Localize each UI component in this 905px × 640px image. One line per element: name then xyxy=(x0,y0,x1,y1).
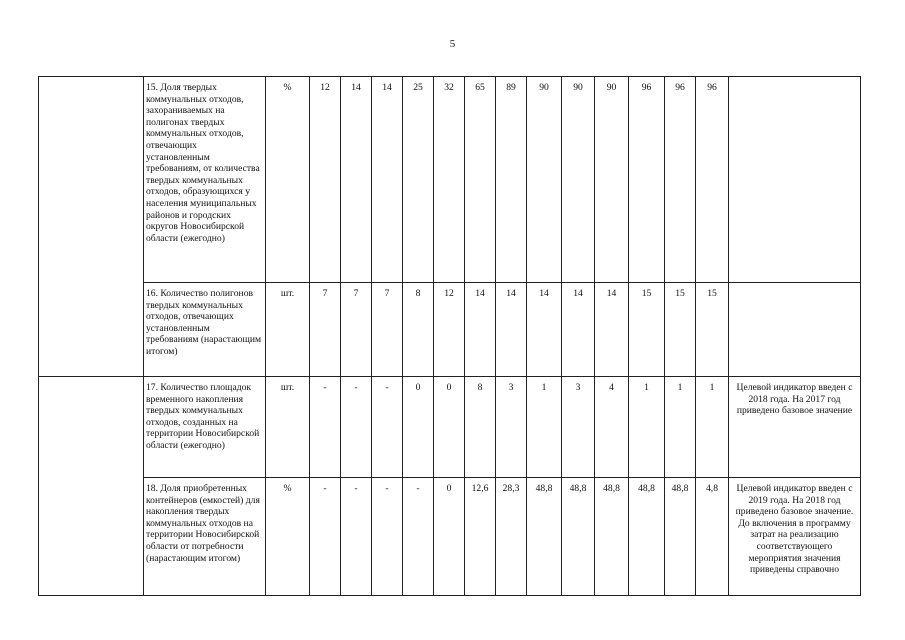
value-cell: 14 xyxy=(496,283,527,377)
indicators-body xyxy=(39,77,861,596)
indicator-note xyxy=(729,283,861,377)
value-cell: - xyxy=(341,377,372,478)
value-cell: 14 xyxy=(465,283,496,377)
value-cell: 65 xyxy=(465,77,496,283)
value-cell: 48,8 xyxy=(595,478,629,596)
value-cell: 14 xyxy=(372,77,403,283)
table-row xyxy=(39,77,861,283)
value-cell: 25 xyxy=(403,77,434,283)
indicator-unit: шт. xyxy=(266,377,310,478)
group-cell xyxy=(39,377,144,596)
value-cell: 3 xyxy=(562,377,595,478)
value-cell: 12,6 xyxy=(465,478,496,596)
value-cell: - xyxy=(372,478,403,596)
indicator-name: 17. Количество площадок временного накопления твердых коммунальных отходов, созданных на территории Новосибирской области (ежегодно) xyxy=(144,377,266,478)
value-cell: 28,3 xyxy=(496,478,527,596)
table-row xyxy=(39,283,861,377)
value-cell: 48,8 xyxy=(562,478,595,596)
table-row xyxy=(39,377,861,478)
value-cell: 4 xyxy=(595,377,629,478)
value-cell: 90 xyxy=(562,77,595,283)
value-cell: 15 xyxy=(629,283,665,377)
group-cell xyxy=(39,77,144,377)
value-cell: 1 xyxy=(527,377,562,478)
value-cell: 8 xyxy=(465,377,496,478)
value-cell: 48,8 xyxy=(665,478,696,596)
indicator-note: Целевой индикатор введен с 2018 года. На 2017 год приведено базовое значение xyxy=(729,377,861,478)
value-cell: - xyxy=(403,478,434,596)
value-cell: 4,8 xyxy=(696,478,729,596)
indicator-note: Целевой индикатор введен с 2019 года. На 2018 год приведено базовое значение. До включения в программу затрат на реализацию соответствующего мероприятия значения приведены справочно xyxy=(729,478,861,596)
value-cell: 15 xyxy=(665,283,696,377)
value-cell: 14 xyxy=(562,283,595,377)
value-cell: 7 xyxy=(341,283,372,377)
value-cell: 14 xyxy=(527,283,562,377)
value-cell: 7 xyxy=(372,283,403,377)
value-cell: 48,8 xyxy=(629,478,665,596)
value-cell: - xyxy=(310,377,341,478)
value-cell: - xyxy=(310,478,341,596)
indicator-unit: % xyxy=(266,77,310,283)
value-cell: 14 xyxy=(595,283,629,377)
table-row xyxy=(39,478,861,596)
value-cell: - xyxy=(372,377,403,478)
value-cell: 48,8 xyxy=(527,478,562,596)
value-cell: 96 xyxy=(665,77,696,283)
value-cell: 89 xyxy=(496,77,527,283)
value-cell: 12 xyxy=(434,283,465,377)
indicator-name: 15. Доля твердых коммунальных отходов, захораниваемых на полигонах твердых коммунальных отходов, отвечающих установленным требованиям, от количества твердых коммунальных отходов, образующихся у населения муниципальных районов и городских округов Новосибирской области (ежегодно) xyxy=(144,77,266,283)
value-cell: 96 xyxy=(629,77,665,283)
value-cell: 8 xyxy=(403,283,434,377)
indicator-name: 18. Доля приобретенных контейнеров (емкостей) для накопления твердых коммунальных отходов на территории Новосибирской области от потребности (нарастающим итогом) xyxy=(144,478,266,596)
indicator-name: 16. Количество полигонов твердых коммунальных отходов, отвечающих установленным требованиям (нарастающим итогом) xyxy=(144,283,266,377)
value-cell: 90 xyxy=(527,77,562,283)
value-cell: 1 xyxy=(629,377,665,478)
page-number: 5 xyxy=(449,38,456,50)
value-cell: 90 xyxy=(595,77,629,283)
value-cell: 14 xyxy=(341,77,372,283)
value-cell: 32 xyxy=(434,77,465,283)
value-cell: 15 xyxy=(696,283,729,377)
value-cell: 0 xyxy=(403,377,434,478)
value-cell: 7 xyxy=(310,283,341,377)
value-cell: 1 xyxy=(665,377,696,478)
value-cell: 3 xyxy=(496,377,527,478)
indicator-note xyxy=(729,77,861,283)
value-cell: 96 xyxy=(696,77,729,283)
value-cell: 0 xyxy=(434,478,465,596)
value-cell: 0 xyxy=(434,377,465,478)
value-cell: 1 xyxy=(696,377,729,478)
value-cell: 12 xyxy=(310,77,341,283)
value-cell: - xyxy=(341,478,372,596)
indicator-unit: шт. xyxy=(266,283,310,377)
indicator-unit: % xyxy=(266,478,310,596)
indicators-table xyxy=(38,76,861,596)
